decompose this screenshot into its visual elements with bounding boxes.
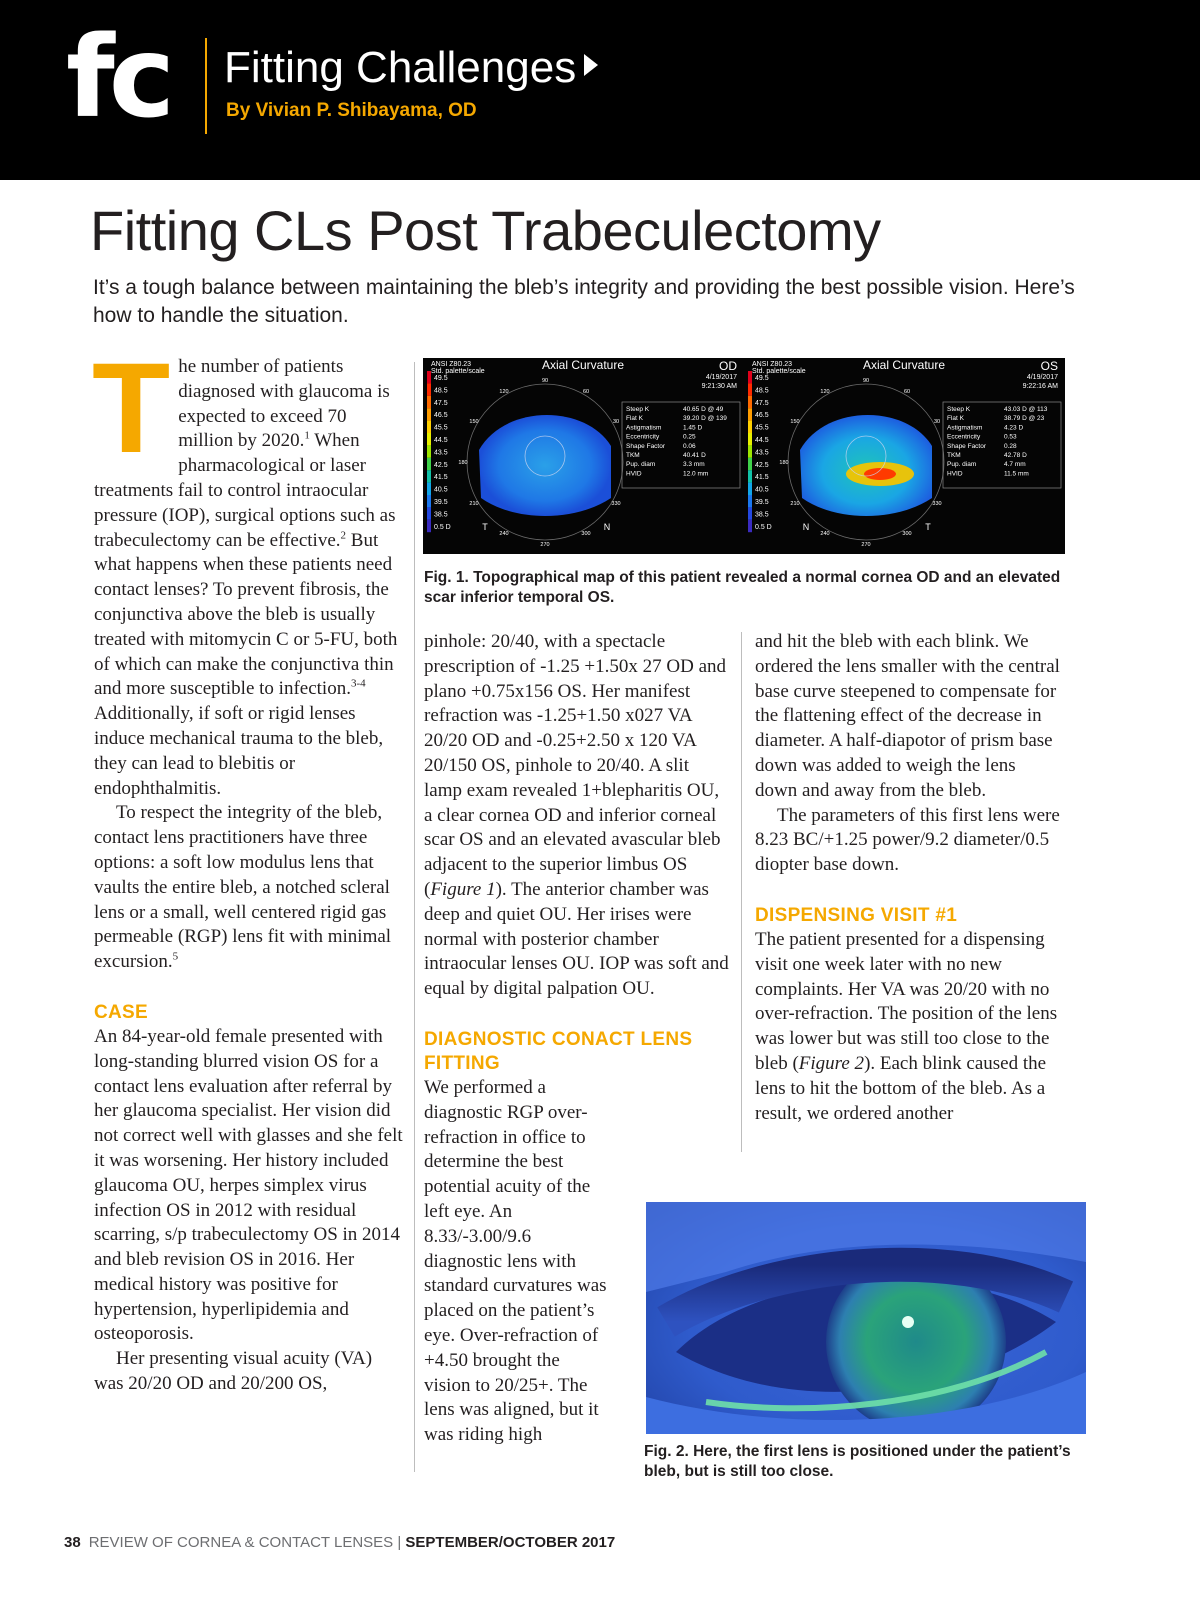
dispensing-text-b: ). Each blink caused the lens to hit the bottom of the bleb. As a result, we ordered another xyxy=(755,1052,1047,1124)
orientation-right: T xyxy=(925,522,931,532)
angle-label: 60 xyxy=(903,388,911,395)
scale-value: 47.5 xyxy=(755,399,769,407)
section-title-text: Fitting Challenges xyxy=(224,43,577,92)
angle-label: 120 xyxy=(820,388,830,395)
angle-label: 30 xyxy=(933,419,941,425)
figure-1-reference: Figure 1 xyxy=(430,878,496,900)
eye-label: OS xyxy=(1040,359,1058,373)
topography-panel-od xyxy=(427,358,740,548)
scale-swatch xyxy=(427,495,431,507)
metric-value: 4.7 mm xyxy=(1004,461,1026,469)
scale-value: 41.5 xyxy=(755,474,769,482)
angle-label: 330 xyxy=(932,501,942,507)
scale-swatch xyxy=(748,495,752,507)
topography-panel-os xyxy=(748,358,1061,548)
section-title xyxy=(224,43,598,92)
scale-swatch xyxy=(427,458,431,470)
metric-value: 39.20 D @ 139 xyxy=(683,415,727,423)
angle-label: 210 xyxy=(469,501,479,507)
options-paragraph xyxy=(94,801,406,975)
scale-value: 42.5 xyxy=(755,461,769,469)
scale-swatch xyxy=(748,421,752,433)
metric-label: Shape Factor xyxy=(626,442,666,450)
page-footer xyxy=(64,1534,615,1551)
orientation-left: T xyxy=(482,522,488,532)
metric-value: 40.65 D @ 49 xyxy=(683,406,724,413)
options-text: To respect the integrity of the bleb, contact lens practitioners have three options: a soft low modulus lens that vaults the entire bleb, a notched scleral lens or a small, well centered rigid gas permeable (RGP) lens fit with minimal excursion. xyxy=(94,802,392,973)
issue-date: SEPTEMBER/OCTOBER 2017 xyxy=(405,1534,616,1551)
light-reflex xyxy=(902,1316,914,1328)
metric-label: Astigmatism xyxy=(626,424,662,432)
scale-swatch xyxy=(427,408,431,420)
figure-2-reference: Figure 2 xyxy=(798,1052,865,1074)
intro-paragraph xyxy=(92,337,406,801)
metric-value: 3.3 mm xyxy=(683,461,705,469)
scale-swatch xyxy=(427,421,431,433)
scale-value: 48.5 xyxy=(434,387,448,395)
angle-label: 180 xyxy=(458,460,468,466)
column-1 xyxy=(92,337,406,1397)
metric-value: 40.41 D xyxy=(683,452,706,459)
scale-value: 44.5 xyxy=(755,437,769,444)
column-3 xyxy=(755,630,1061,1126)
angle-label: 150 xyxy=(790,419,800,425)
scale-value: 46.5 xyxy=(434,412,448,420)
metric-value: 0.06 xyxy=(683,442,696,450)
scale-swatch xyxy=(427,371,431,383)
metric-label: Pup. diam xyxy=(947,461,977,469)
scale-value: 41.5 xyxy=(434,474,448,482)
scale-value: 43.5 xyxy=(755,449,769,457)
metric-value: 42.78 D xyxy=(1004,452,1027,459)
scale-swatch xyxy=(748,470,752,482)
drop-cap: T xyxy=(92,337,171,480)
curvature-map xyxy=(479,415,611,516)
angle-label: 150 xyxy=(469,419,479,425)
dispensing-text-a: The patient presented for a dispensing visit one week later with no new complaints. Her VA was 20/20 with no over-refraction. The position of the lens was lower but was still too close to the bleb ( xyxy=(755,928,1058,1074)
scale-swatch xyxy=(427,396,431,408)
diagnostic-paragraph: We performed a diagnostic RGP over-refraction in office to determine the best potential acuity of the left eye. An 8.33/-3.00/9.6 diagnostic lens with standard curvatures was placed on the patient’s eye. Over-refraction of +4.50 brought the vision to 20/25+. The lens was aligned, but it was riding high xyxy=(424,1076,607,1446)
case-paragraph: An 84-year-old female presented with long-standing blurred vision OS for a contact lens evaluation after referral by her glaucoma specialist. Her vision did not correct well with glasses and she felt it was worsening. Her history included glaucoma OU, herpes simplex virus infection OS in 2012 with residual scarring, s/p trabeculectomy OS in 2014 and bleb revision OS in 2016. Her medical history was positive for hypertension, hyperlipidemia and osteoporosis. xyxy=(94,1025,403,1345)
scale-swatch xyxy=(748,371,752,383)
metric-label: Flat K xyxy=(626,415,643,423)
orientation-left: N xyxy=(802,522,810,532)
scale-swatch xyxy=(748,445,752,457)
eye-label: OD xyxy=(719,359,737,373)
figure-2-eye-photo xyxy=(646,1202,1086,1434)
angle-label: 90 xyxy=(541,378,549,384)
angle-label: 30 xyxy=(612,419,620,425)
map-time: 9:21:30 AM xyxy=(701,383,737,390)
angle-label: 240 xyxy=(499,531,509,538)
metric-value: 11.5 mm xyxy=(1004,470,1029,478)
scale-value: 0.5 D xyxy=(755,523,772,531)
scale-swatch xyxy=(748,433,752,445)
metric-label: Eccentricity xyxy=(947,433,981,441)
scale-swatch xyxy=(427,470,431,482)
metric-label: Steep K xyxy=(626,406,650,413)
metric-value: 4.23 D xyxy=(1004,424,1024,432)
metric-label: Eccentricity xyxy=(626,433,660,441)
intro-text-a: he number of patients diagnosed with glaucoma is expected to exceed 70 million by 2020. xyxy=(178,356,390,452)
metric-label: TKM xyxy=(947,452,961,459)
scale-value: 48.5 xyxy=(755,387,769,395)
topography-maps xyxy=(423,358,1065,554)
angle-label: 60 xyxy=(582,388,590,395)
metric-value: 1.45 D xyxy=(683,424,703,432)
palette-label: Std. palette/scale xyxy=(752,368,806,375)
column-divider-2 xyxy=(741,632,742,1152)
scale-value: 45.5 xyxy=(434,424,448,432)
play-arrow-icon xyxy=(584,54,598,76)
map-heading: Axial Curvature xyxy=(862,358,946,372)
exam-paragraph xyxy=(424,630,730,1002)
scale-value: 45.5 xyxy=(755,424,769,432)
metric-label: Shape Factor xyxy=(947,442,987,450)
metric-value: 38.79 D @ 23 xyxy=(1004,415,1045,423)
angle-label: 90 xyxy=(862,378,870,384)
map-date: 4/19/2017 xyxy=(1026,374,1058,381)
lens-parameters-paragraph: The parameters of this first lens were 8.23 BC/+1.25 power/9.2 diameter/0.5 diopter base down. xyxy=(755,804,1060,876)
orientation-right: N xyxy=(603,522,611,532)
scale-swatch xyxy=(427,507,431,519)
scale-value: 46.5 xyxy=(755,412,769,420)
angle-label: 330 xyxy=(611,501,621,507)
scale-swatch xyxy=(748,507,752,519)
scale-value: 49.5 xyxy=(755,375,769,382)
angle-label: 210 xyxy=(790,501,800,507)
metric-label: Steep K xyxy=(947,406,971,413)
case-heading: CASE xyxy=(94,1001,148,1023)
scale-swatch xyxy=(748,396,752,408)
scale-swatch xyxy=(427,383,431,395)
angle-label: 270 xyxy=(540,542,550,548)
scale-value: 40.5 xyxy=(755,486,769,494)
scale-value: 47.5 xyxy=(434,399,448,407)
map-time: 9:22:16 AM xyxy=(1022,383,1058,390)
figure-1-topography xyxy=(423,358,1065,554)
scale-swatch xyxy=(427,520,431,532)
angle-label: 270 xyxy=(861,542,871,548)
section-logo: fc xyxy=(66,13,170,143)
dispensing-heading: DISPENSING VISIT #1 xyxy=(755,904,958,926)
standard-label: ANSI Z80.23 xyxy=(752,361,793,368)
metric-label: Astigmatism xyxy=(947,424,983,432)
scale-swatch xyxy=(748,383,752,395)
metric-label: TKM xyxy=(626,452,640,459)
lens-order-paragraph: and hit the bleb with each blink. We ordered the lens smaller with the central base curve steepened to compensate for the flattening effect of the decrease in diameter. A half-diapotor of prism base down was added to weigh the lens down and away from the bleb. xyxy=(755,631,1060,801)
map-heading: Axial Curvature xyxy=(541,358,625,372)
angle-label: 300 xyxy=(902,531,912,538)
figure-2-caption: Fig. 2. Here, the first lens is positioned under the patient’s bleb, but is still too close. xyxy=(644,1443,1071,1480)
metric-value: 0.53 xyxy=(1004,433,1017,441)
exam-text-a: pinhole: 20/40, with a spectacle prescription of -1.25 +1.50x 27 OD and plano +0.75x156 OS. Her manifest refraction was -1.25+1.50 x027 VA 20/20 OD and -0.25+2.50 x 120 VA 20/150 OS, pinhole to 20/40. A slit lamp exam revealed 1+blepharitis OU, a clear cornea OD and inferior corneal scar OS and an elevated avascular bleb adjacent to the superior limbus OS ( xyxy=(424,631,726,900)
intro-text-d: Additionally, if soft or rigid lenses induce mechanical trauma to the bleb, they can lead to blebitis or endophthalmitis. xyxy=(94,703,384,799)
scale-swatch xyxy=(748,483,752,495)
scale-value: 38.5 xyxy=(434,511,448,519)
angle-label: 240 xyxy=(820,531,830,538)
scale-value: 44.5 xyxy=(434,437,448,444)
section-header xyxy=(0,0,1200,180)
metric-value: 12.0 mm xyxy=(683,470,709,478)
angle-label: 180 xyxy=(779,460,789,466)
article-title: Fitting CLs Post Trabeculectomy xyxy=(90,199,881,262)
metric-value: 0.25 xyxy=(683,433,696,441)
acuity-paragraph: Her presenting visual acuity (VA) was 20/20 OD and 20/200 OS, xyxy=(94,1348,373,1395)
scale-value: 38.5 xyxy=(755,511,769,519)
dispensing-paragraph xyxy=(755,928,1061,1126)
exam-text-b: ). The anterior chamber was deep and quiet OU. Her irises were normal with posterior chamber intraocular lenses OU. IOP was soft and equal by digital palpation OU. xyxy=(424,878,729,1000)
page-number: 38 xyxy=(64,1534,81,1551)
scale-swatch xyxy=(427,433,431,445)
scale-value: 39.5 xyxy=(755,499,769,506)
metric-label: HVID xyxy=(626,470,642,478)
scale-value: 40.5 xyxy=(434,486,448,494)
fluorescein-eye-image xyxy=(646,1202,1086,1434)
intro-text-b: When pharmacological or laser treatments fail to control intraocular pressure (IOP), surgical options such as trabeculectomy can be effective. xyxy=(94,430,396,551)
angle-label: 120 xyxy=(499,388,509,395)
scale-value: 42.5 xyxy=(434,461,448,469)
metric-value: 43.03 D @ 113 xyxy=(1004,406,1048,413)
scale-swatch xyxy=(748,458,752,470)
intro-text-c: But what happens when these patients need contact lenses? To prevent fibrosis, the conjunctiva above the bleb is usually treated with mitomycin C or 5-FU, both of which can make the conjunctiva thin and more susceptible to infection. xyxy=(94,529,398,700)
column-divider-1 xyxy=(414,362,415,1472)
scale-swatch xyxy=(427,483,431,495)
metric-label: Flat K xyxy=(947,415,964,423)
palette-label: Std. palette/scale xyxy=(431,368,485,375)
map-date: 4/19/2017 xyxy=(705,374,737,381)
logo-divider xyxy=(205,38,207,134)
scale-swatch xyxy=(748,408,752,420)
magazine-name: REVIEW OF CORNEA & CONTACT LENSES | xyxy=(88,1534,406,1551)
figure-1-caption: Fig. 1. Topographical map of this patient revealed a normal cornea OD and an elevated scar inferior temporal OS. xyxy=(424,569,1061,606)
scale-value: 43.5 xyxy=(434,449,448,457)
metric-label: HVID xyxy=(947,470,963,478)
scale-swatch xyxy=(748,520,752,532)
reference-3-4: 3-4 xyxy=(350,678,366,691)
metric-label: Pup. diam xyxy=(626,461,656,469)
angle-label: 300 xyxy=(581,531,591,538)
reference-1: 1 xyxy=(304,430,310,443)
scale-swatch xyxy=(427,445,431,457)
scale-value: 0.5 D xyxy=(434,523,451,531)
article-deck: It’s a tough balance between maintaining the bleb’s integrity and providing the best possible vision. Here’s how to handle the situation. xyxy=(93,276,1075,327)
reference-2: 2 xyxy=(340,529,347,542)
metric-value: 0.28 xyxy=(1004,442,1017,450)
scale-value: 39.5 xyxy=(434,499,448,506)
reference-5: 5 xyxy=(172,950,179,963)
standard-label: ANSI Z80.23 xyxy=(431,361,472,368)
scale-value: 49.5 xyxy=(434,375,448,382)
diagnostic-heading: DIAGNOSTIC CONACT LENS FITTING xyxy=(424,1028,693,1074)
byline: By Vivian P. Shibayama, OD xyxy=(226,100,477,121)
